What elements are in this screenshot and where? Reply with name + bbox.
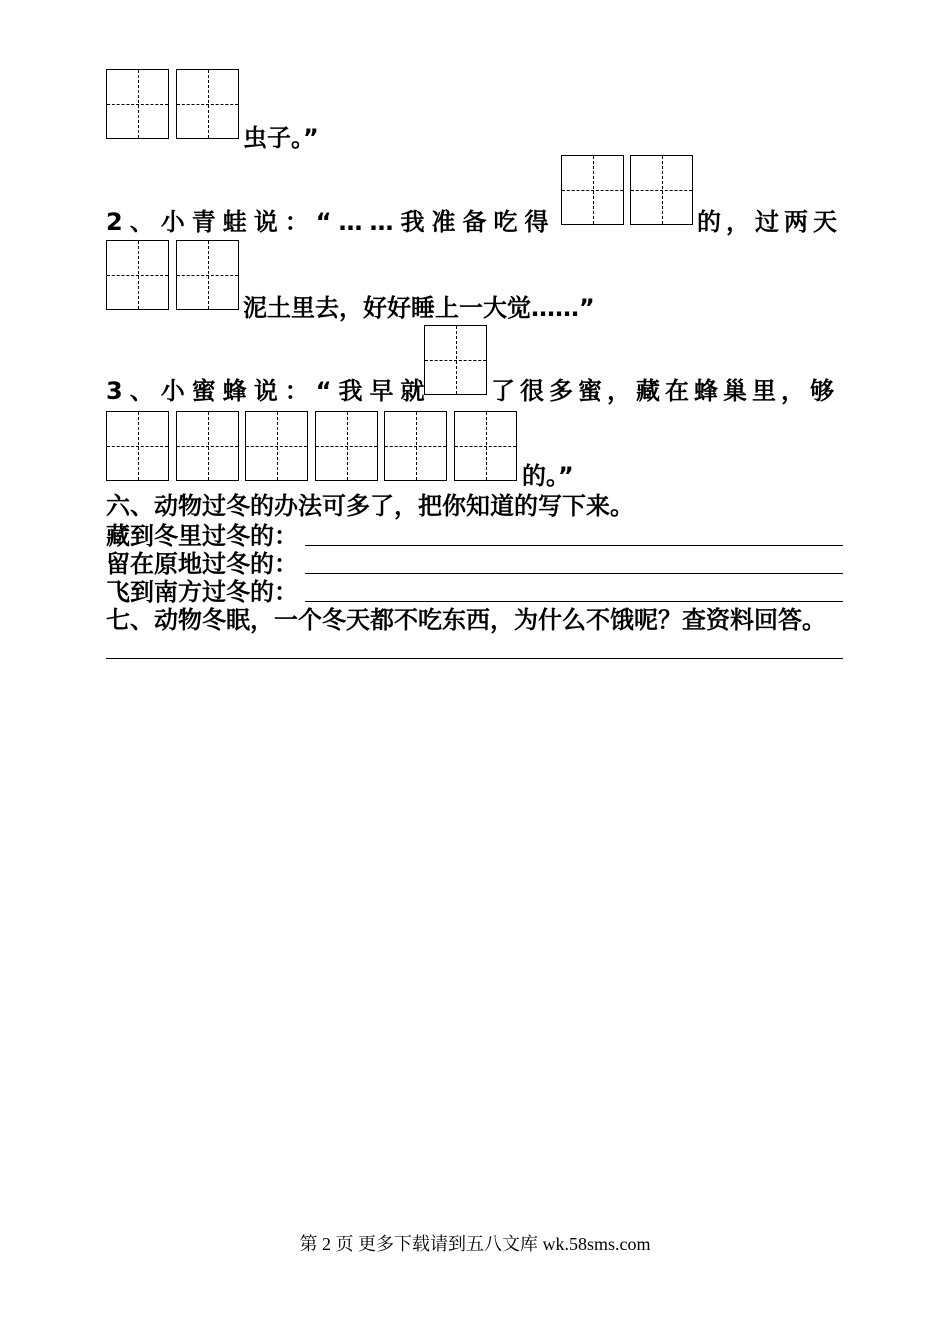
tianzige-box[interactable] [454,411,517,481]
tianzige-box[interactable] [315,411,378,481]
section6-item-label: 飞到南方过冬的： [106,578,298,606]
q3-suffix: 了很多蜜，藏在蜂巢里，够 [491,377,839,405]
page-footer: 第 2 页 更多下载请到五八文库 wk.58sms.com [299,1234,651,1254]
section7-title: 七、动物冬眠，一个冬天都不吃东西，为什么不饿呢？查资料回答。 [106,606,826,634]
answer-line[interactable] [106,658,843,659]
section6-title: 六、动物过冬的办法可多了，把你知道的写下来。 [106,492,634,520]
tianzige-box[interactable] [176,411,239,481]
tianzige-box[interactable] [630,155,693,225]
answer-line[interactable] [305,601,843,602]
tianzige-box[interactable] [106,240,169,310]
tianzige-box[interactable] [106,411,169,481]
tianzige-box[interactable] [245,411,308,481]
answer-line[interactable] [305,545,843,546]
q3-line2: 的。” [522,462,574,490]
answer-line[interactable] [305,573,843,574]
tianzige-box[interactable] [106,69,169,139]
tianzige-box[interactable] [424,325,487,395]
line1-text: 虫子。” [243,124,319,152]
tianzige-box[interactable] [561,155,624,225]
q2-suffix: 的，过两天 [697,208,842,236]
q2-prefix: 2、小青蛙说：“……我准备吃得 [106,208,556,236]
tianzige-box[interactable] [176,69,239,139]
tianzige-box[interactable] [176,240,239,310]
section6-item-label: 留在原地过冬的： [106,550,298,578]
q3-prefix: 3、小蜜蜂说：“我早就 [106,377,432,405]
section6-item-label: 藏到冬里过冬的： [106,522,298,550]
tianzige-box[interactable] [384,411,447,481]
q2-line2: 泥土里去，好好睡上一大觉……” [243,294,595,322]
